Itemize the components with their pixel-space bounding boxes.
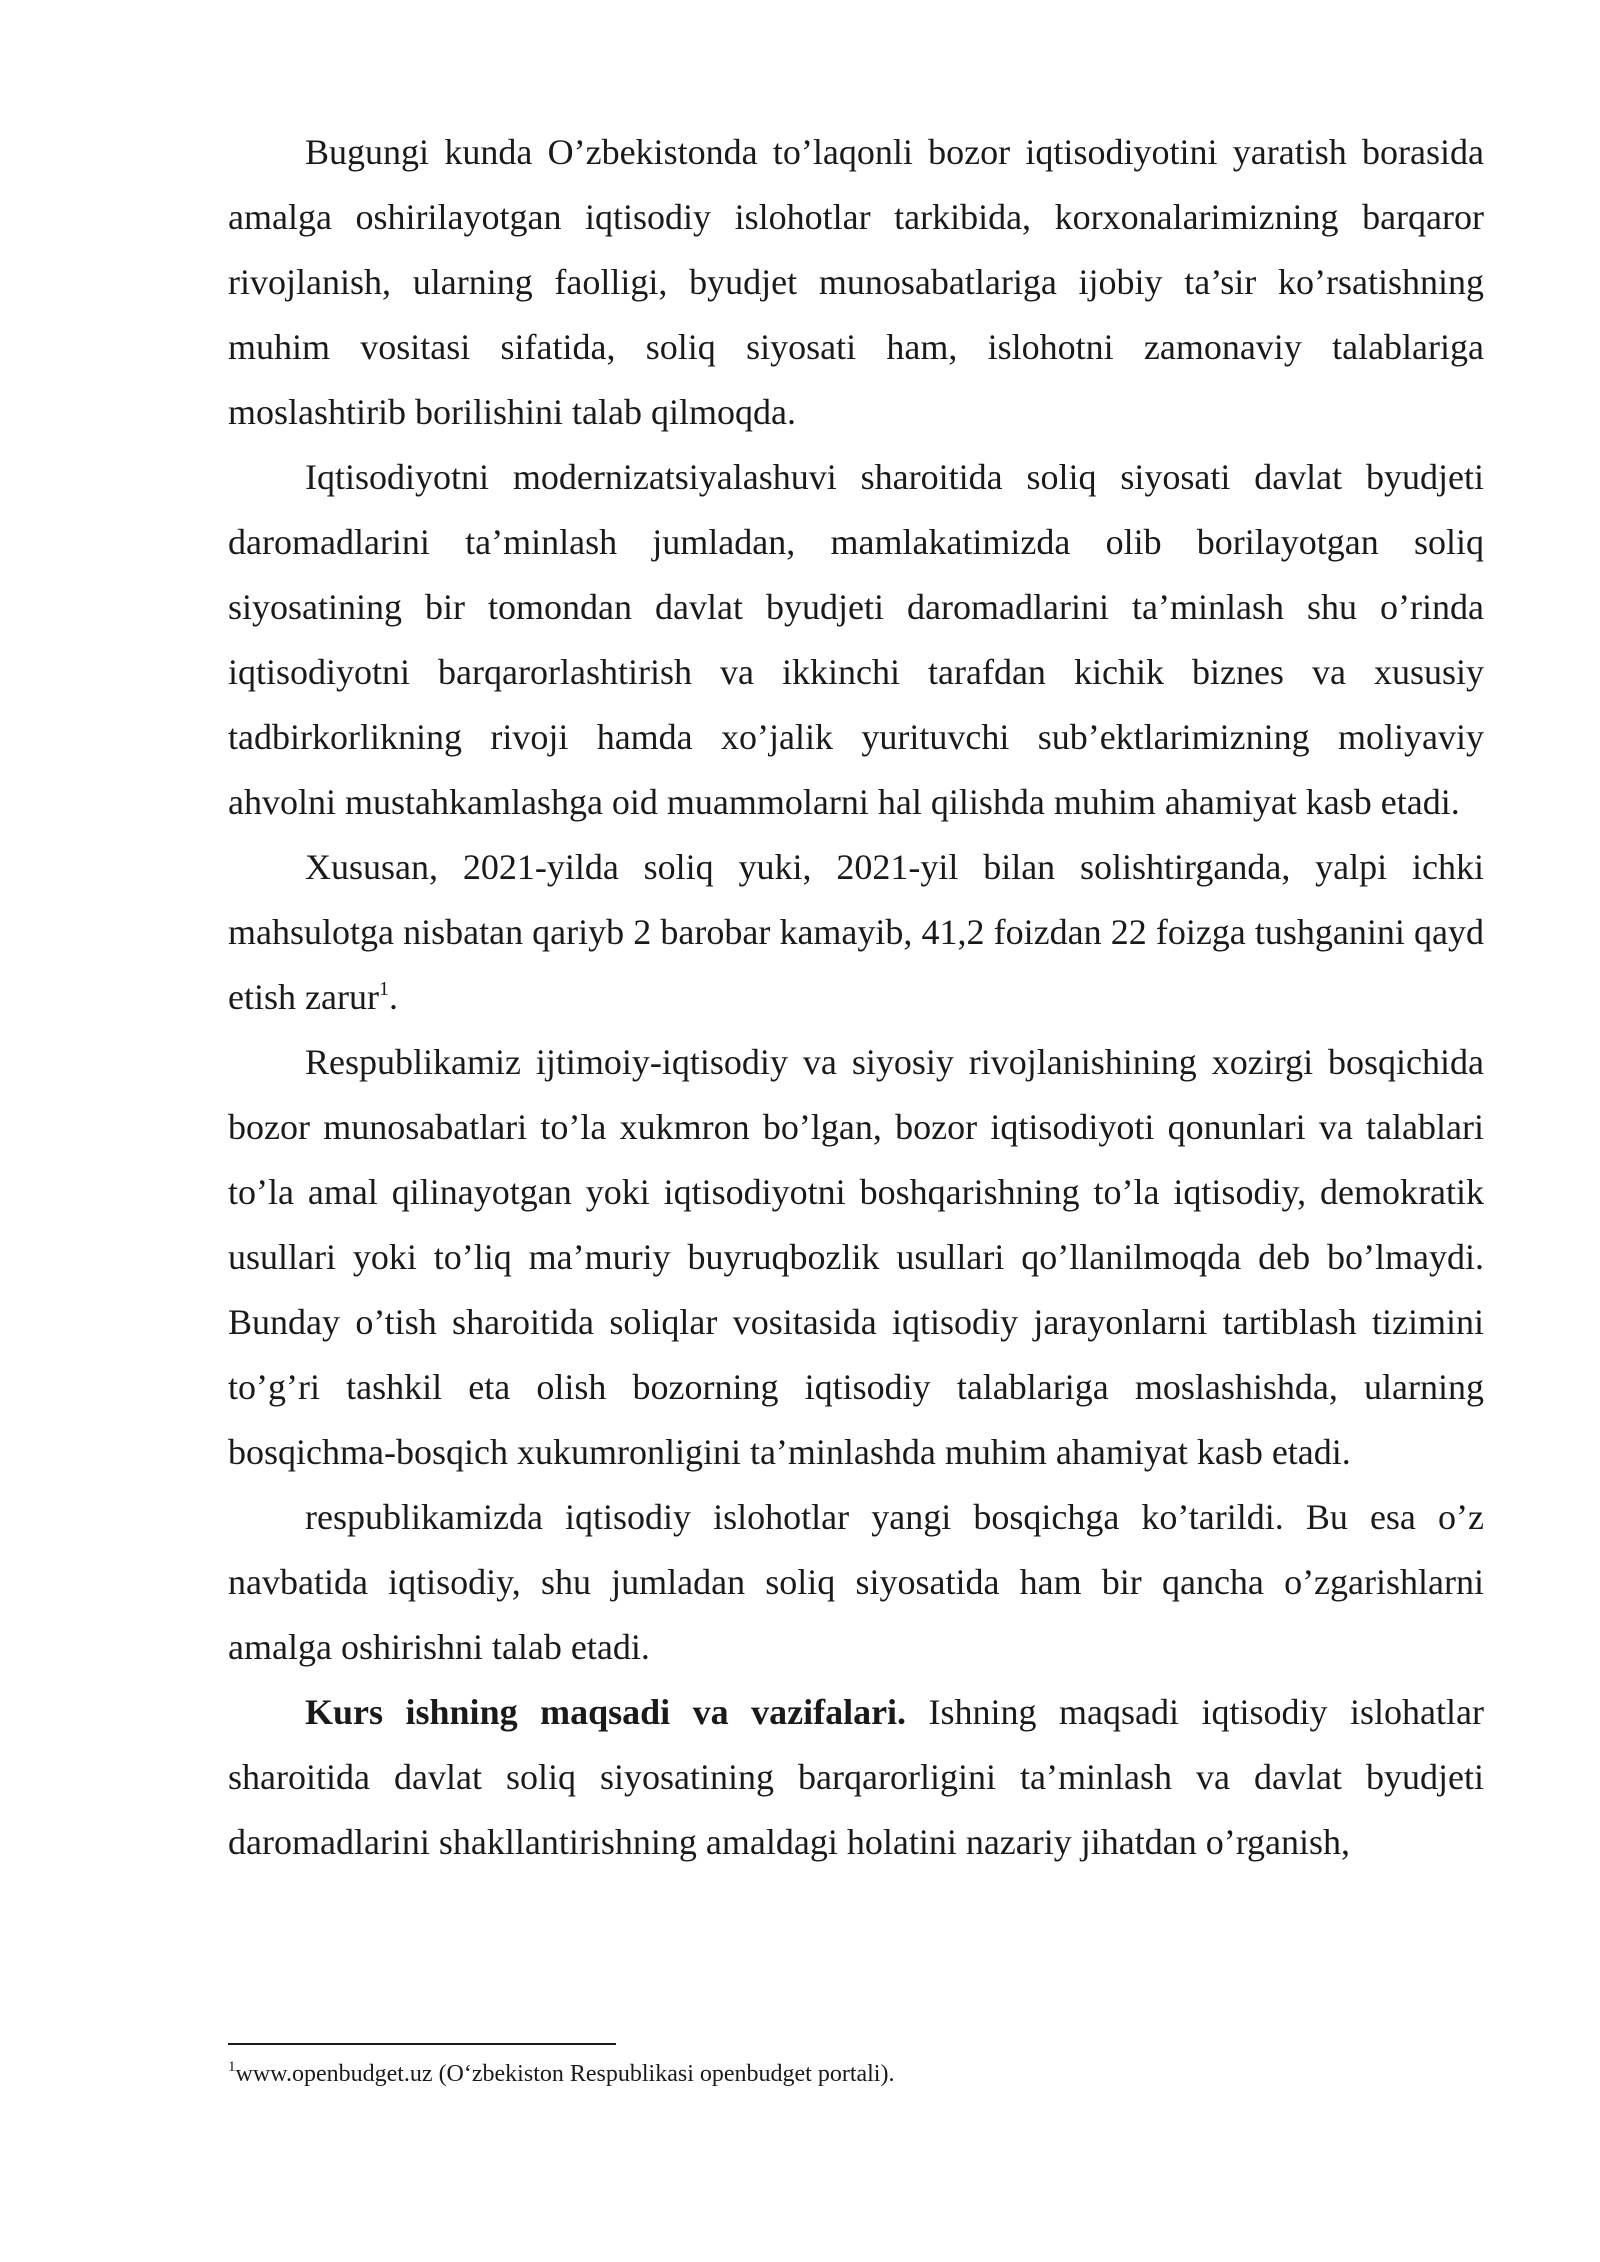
paragraph-modernization <box>228 445 1484 835</box>
paragraph-end-punctuation: . <box>388 977 398 1017</box>
paragraph-text: respublikamizda iqtisodiy islohotlar yangi bosqichga ko’tarildi. Bu esa o’z navbatida iqtisodiy, shu jumladan soliq siyosatida ham bir qancha o’zgarishlarni amalga oshirishni talab etadi. <box>228 1497 1484 1667</box>
paragraph-text: Respublikamiz ijtimoiy-iqtisodiy va siyosiy rivojlanishining xozirgi bosqichida bozor munosabatlari to’la xukmron bo’lgan, bozor iqtisodiyoti qonunlari va talablari to’la amal qilinayotgan yoki iqtisodiyotni boshqarishning to’la iqtisodiy, demokratik usullari yoki to’liq ma’muriy buyruqbozlik usullari qo’llanilmoqda deb bo’lmaydi. Bunday o’tish sharoitida soliqlar vositasida iqtisodiy jarayonlarni tartiblash tizimini to’g’ri tashkil eta olish bozorning iqtisodiy talablariga moslashishda, ularning bosqichma-bosqich xukumronligini ta’minlashda muhim ahamiyat kasb etadi. <box>228 1042 1484 1472</box>
section-lead-heading: Kurs ishning maqsadi va vazifalari. <box>305 1692 907 1732</box>
paragraph-goals <box>228 1680 1484 1875</box>
paragraph-text: Iqtisodiyotni modernizatsiyalashuvi sharoitida soliq siyosati davlat byudjeti daromadlarini ta’minlash jumladan, mamlakatimizda olib borilayotgan soliq siyosatining bir tomondan davlat byudjeti daromadlarini ta’minlash shu o’rinda iqtisodiyotni barqarorlashtirish va ikkinchi tarafdan kichik biznes va xususiy tadbirkorlikning rivoji hamda xo’jalik yurituvchi sub’ektlarimizning moliyaviy ahvolni mustahkamlashga oid muammolarni hal qilishda muhim ahamiyat kasb etadi. <box>228 457 1484 822</box>
paragraph-text: Xususan, 2021-yilda soliq yuki, 2021-yil bilan solishtirganda, yalpi ichki mahsulotga nisbatan qariyb 2 barobar kamayib, 41,2 foizdan 22 foizga tushganini qayd etish zarur <box>228 847 1484 1017</box>
paragraph-republic <box>228 1030 1484 1485</box>
paragraph-intro <box>228 120 1484 445</box>
paragraph-reforms <box>228 1485 1484 1680</box>
footnote-number: 1 <box>228 2059 236 2075</box>
paragraph-text: Bugungi kunda O’zbekistonda to’laqonli bozor iqtisodiyotini yaratish borasida amalga oshirilayotgan iqtisodiy islohotlar tarkibida, korxonalarimizning barqaror rivojlanish, ularning faolligi, byudjet munosabatlariga ijobiy ta’sir ko’rsatishning muhim vositasi sifatida, soliq siyosati ham, islohotni zamonaviy talablariga moslashtirib borilishini talab qilmoqda. <box>228 132 1484 432</box>
footnote <box>228 2056 1484 2092</box>
paragraph-tax-burden <box>228 835 1484 1030</box>
footnote-separator <box>228 2043 616 2045</box>
footnote-reference[interactable]: 1 <box>378 978 389 1000</box>
footnote-text: www.openbudget.uz (O‘zbekiston Respublikasi openbudget portali). <box>235 2061 895 2087</box>
paragraph-text: Ishning maqsadi iqtisodiy islohatlar sharoitida davlat soliq siyosatining barqarorligini ta’minlash va davlat byudjeti daromadlarini shakllantirishning amaldagi holatini nazariy jihatdan o’rganish, <box>228 1692 1484 1862</box>
body-text <box>228 120 1484 1875</box>
